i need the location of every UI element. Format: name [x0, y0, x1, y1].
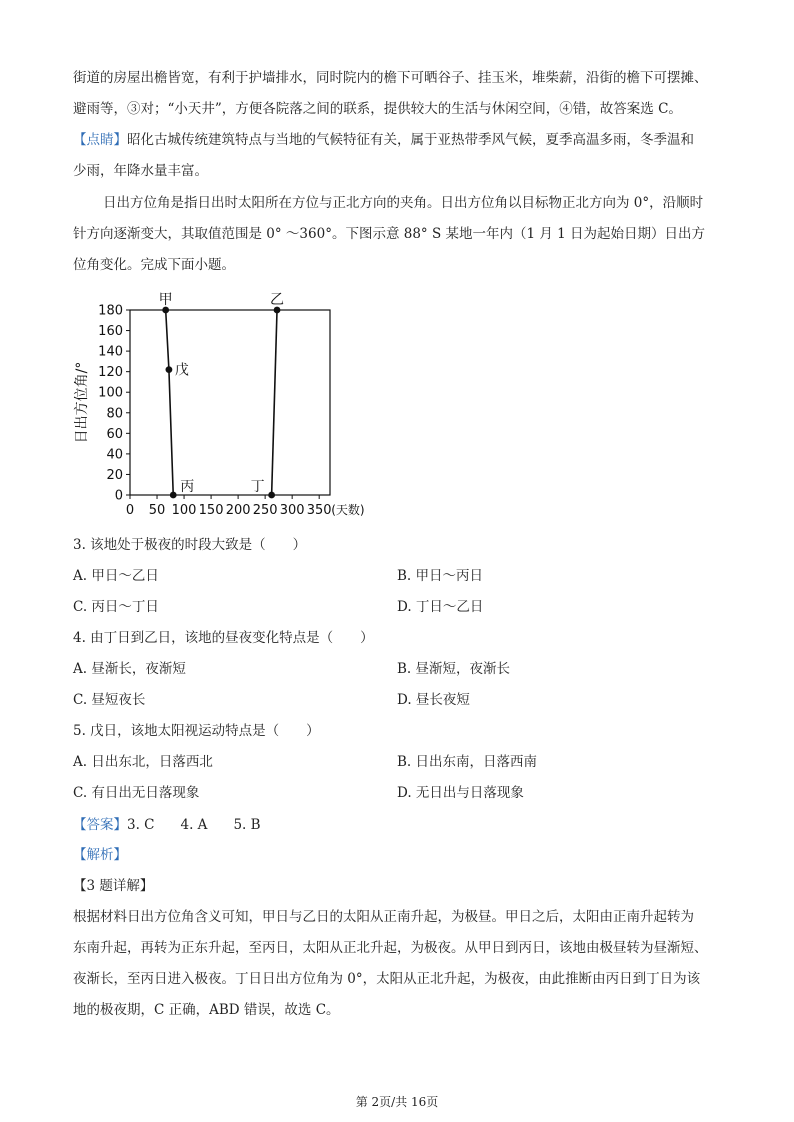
- analysis-tag: 【解析】: [73, 847, 127, 863]
- option-3b[interactable]: B. 甲日～丙日: [397, 568, 484, 584]
- point-labels-group: [159, 292, 284, 495]
- series-line: [272, 310, 277, 495]
- data-point: [166, 366, 173, 373]
- detail-line: 夜渐长，至丙日进入极夜。丁日日出方位角为 0°，太阳从正北升起，为极夜，由此推断由丙日到丁日为该: [73, 971, 701, 987]
- y-tick-label: 40: [106, 447, 123, 463]
- detail-line: 根据材料日出方位角含义可知，甲日与乙日的太阳从正南升起，为极昼。甲日之后，太阳由正南升起转为: [73, 909, 694, 925]
- y-tick-label: 60: [106, 426, 123, 442]
- x-axis-unit-label: (天数): [331, 503, 365, 517]
- x-tick-label: 350: [306, 503, 332, 518]
- option-4a[interactable]: A. 昼渐长，夜渐短: [73, 661, 186, 677]
- question-3-stem: 3. 该地处于极夜的时段大致是（ ）: [73, 537, 307, 553]
- option-4d[interactable]: D. 昼长夜短: [397, 692, 470, 708]
- answer-item: 3. C: [127, 817, 155, 833]
- answer-item: 4. A: [180, 817, 208, 833]
- plot-frame: [130, 310, 330, 495]
- detail-line: 地的极夜期，C 正确，ABD 错误，故选 C。: [73, 1002, 340, 1018]
- point-label: 甲: [158, 292, 173, 308]
- axes-group: [98, 304, 364, 519]
- point-label: 丁: [250, 479, 265, 495]
- tip-line: [73, 130, 694, 150]
- question-5-stem: 5. 戊日，该地太阳视运动特点是（ ）: [73, 723, 320, 739]
- material-line: 日出方位角是指日出时太阳所在方位与正北方向的夹角。日出方位角以目标物正北方向为 0°，沿顺时: [103, 195, 704, 211]
- detail-line: 东南升起，再转为正东升起，至丙日，太阳从正北升起，为极夜。从甲日到丙日，该地由极昼转为昼渐短、: [73, 940, 708, 956]
- y-tick-label: 120: [98, 365, 123, 381]
- y-tick-label: 180: [98, 303, 123, 319]
- answer-tag: 【答案】: [73, 817, 127, 833]
- y-tick-label: 20: [106, 467, 123, 483]
- answer-item: 5. B: [233, 817, 261, 833]
- x-tick-label: 150: [198, 503, 224, 518]
- material-line: 针方向逐渐变大，其取值范围是 0° ～360°。下图示意 88° S 某地一年内（1 月 1 日为起始日期）日出方: [73, 226, 706, 242]
- y-tick-label: 160: [98, 324, 123, 340]
- y-axis-label-group: [74, 362, 90, 444]
- question-4-stem: 4. 由丁日到乙日，该地的昼夜变化特点是（ ）: [73, 630, 374, 646]
- series-group: [162, 307, 280, 499]
- y-axis-label: 日出方位角/°: [74, 361, 90, 444]
- series-line: [166, 310, 174, 495]
- x-tick-label: 250: [252, 503, 278, 518]
- option-5c[interactable]: C. 有日出无日落现象: [73, 785, 200, 801]
- sunrise-azimuth-chart: [70, 285, 380, 525]
- option-3d[interactable]: D. 丁日～乙日: [397, 599, 484, 615]
- point-label: 丙: [180, 479, 195, 495]
- point-label: 乙: [270, 292, 285, 308]
- x-tick-label: 50: [148, 503, 166, 518]
- option-3a[interactable]: A. 甲日～乙日: [73, 568, 159, 584]
- paragraph-line: 街道的房屋出檐皆宽，有利于护墙排水，同时院内的檐下可晒谷子、挂玉米，堆柴薪，沿街的檐下可摆摊、: [73, 70, 708, 86]
- material-line: 位角变化。完成下面小题。: [73, 257, 235, 273]
- x-tick-label: 0: [125, 503, 135, 518]
- data-point: [170, 492, 177, 499]
- tip-text: 昭化古城传统建筑特点与当地的气候特征有关，属于亚热带季风气候，夏季高温多雨，冬季温和: [127, 132, 694, 148]
- option-5b[interactable]: B. 日出东南，日落西南: [397, 754, 538, 770]
- tip-tag: 【点睛】: [73, 132, 127, 148]
- y-tick-label: 100: [98, 385, 123, 401]
- page-footer: 第 2页/共 16页: [355, 1095, 439, 1109]
- x-tick-label: 300: [279, 503, 305, 518]
- y-tick-label: 80: [106, 406, 123, 422]
- option-5d[interactable]: D. 无日出与日落现象: [397, 785, 524, 801]
- option-5a[interactable]: A. 日出东北，日落西北: [73, 754, 213, 770]
- y-tick-label: 140: [98, 344, 123, 360]
- point-label: 戊: [174, 362, 189, 379]
- paragraph-line: 避雨等，③对；“小天井”，方便各院落之间的联系，提供较大的生活与休闲空间，④错，故答案选 C。: [73, 101, 682, 117]
- data-point: [268, 492, 275, 499]
- detail-title: 【3 题详解】: [73, 878, 154, 894]
- x-tick-label: 200: [225, 503, 251, 518]
- option-4c[interactable]: C. 昼短夜长: [73, 692, 146, 708]
- paragraph-line: 少雨，年降水量丰富。: [73, 163, 208, 179]
- answer-line: [73, 815, 261, 835]
- option-4b[interactable]: B. 昼渐短，夜渐长: [397, 661, 511, 677]
- x-tick-label: 100: [171, 503, 197, 518]
- option-3c[interactable]: C. 丙日～丁日: [73, 599, 159, 615]
- y-tick-label: 0: [114, 488, 123, 504]
